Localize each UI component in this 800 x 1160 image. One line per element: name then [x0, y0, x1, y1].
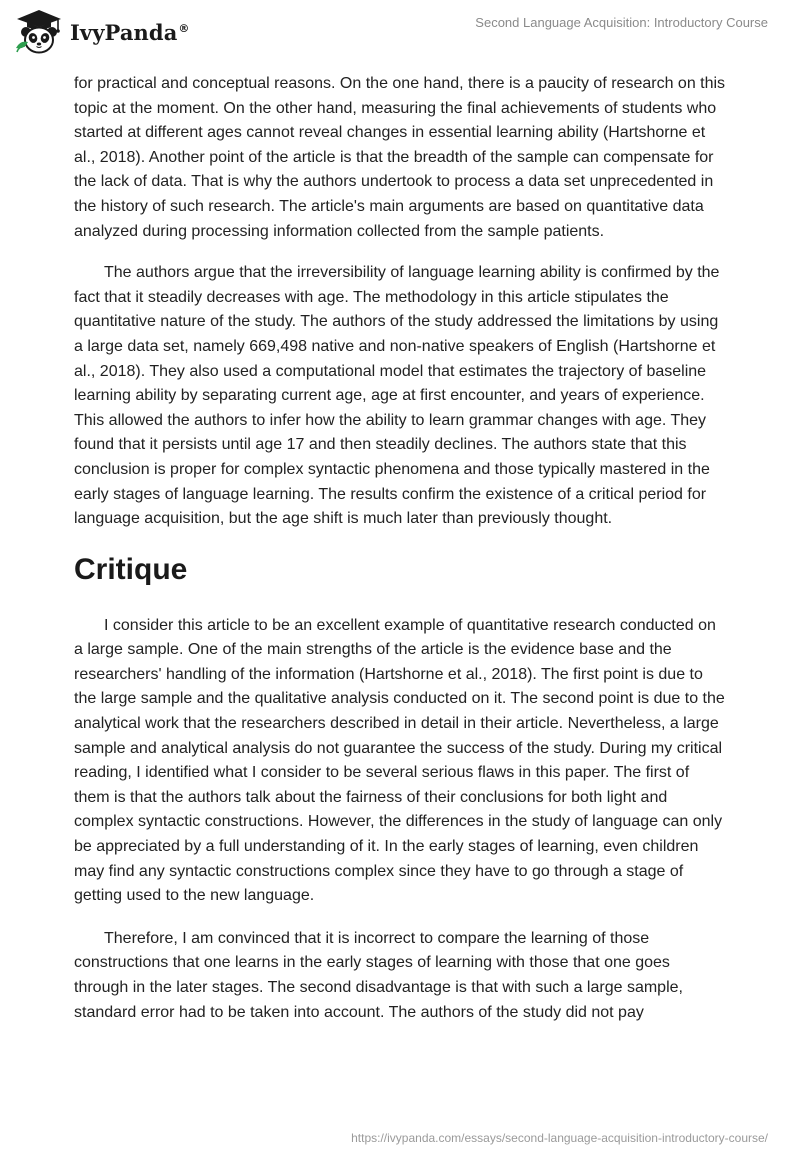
paragraph-methodology: The authors argue that the irreversibility of language learning ability is confirmed by the fact that it steadily decreases with age. The methodology in this article stipulates the quantitative nature of the study. The authors of the study addressed the limitations by using a large data set, namely 669,498 native and non-native speakers of English (Hartshorne et al., 2018). They also used a computational model that estimates the trajectory of baseline learning ability by separating current age, age at first encounter, and years of experience. This allowed the authors to infer how the ability to learn grammar changes with age. They found that it persists until age 17 and then steadily declines. The authors state that this conclusion is proper for complex syntactic phenomena and those typically mastered in the early stages of language learning. The results confirm the existence of a critical period for language acquisition, but the age shift is much later than previously thought. [74, 264, 720, 528]
ivypanda-logo[interactable] [14, 8, 190, 56]
paragraph-continuation: for practical and conceptual reasons. On the one hand, there is a paucity of research on this topic at the moment. On the other hand, measuring the final achievements of students who started at different ages cannot reveal changes in essential learning ability (Hartshorne et al., 2018). Another point of the article is that the breadth of the sample can compensate for the lack of data. That is why the authors undertook to process a data set unprecedented in the history of such research. The article's main arguments are based on quantitative data analyzed during processing information collected from the sample patients. [74, 75, 726, 240]
page-header [0, 0, 800, 68]
brand-name [70, 20, 190, 45]
registered-mark: ® [178, 21, 190, 35]
essay-content [74, 72, 726, 1025]
document-title: Second Language Acquisition: Introductory Course [475, 15, 768, 30]
section-heading-critique: Critique [74, 552, 188, 586]
paragraph-critique-strengths: I consider this article to be an excellent example of quantitative research conducted on a large sample. One of the main strengths of the article is the evidence base and the researchers' handling of the information (Hartshorne et al., 2018). The first point is due to the large sample and the qualitative analysis conducted on it. The second point is due to the analytical work that the researchers described in detail in their article. Nevertheless, a large sample and analytical analysis do not guarantee the success of the study. During my critical reading, I identified what I consider to be several serious flaws in this paper. The first of them is that the authors talk about the fairness of their conclusions for both light and complex syntactic constructions. However, the differences in the study of language can only be appreciated by a full understanding of it. In the early stages of learning, even children may find any syntactic constructions complex since they have to go through a stage of getting used to the new language. [74, 616, 725, 905]
source-url[interactable]: https://ivypanda.com/essays/second-language-acquisition-introductory-course/ [351, 1131, 768, 1145]
panda-graduate-icon [14, 8, 64, 56]
paragraph-critique-disadvantages: Therefore, I am convinced that it is incorrect to compare the learning of those constructions that one learns in the early stages of learning with those that one goes through in the later stages. The second disadvantage is that with such a large sample, standard error had to be taken into account. The authors of the study did not pay [74, 929, 683, 1021]
brand-name-text: IvyPanda [70, 19, 178, 45]
